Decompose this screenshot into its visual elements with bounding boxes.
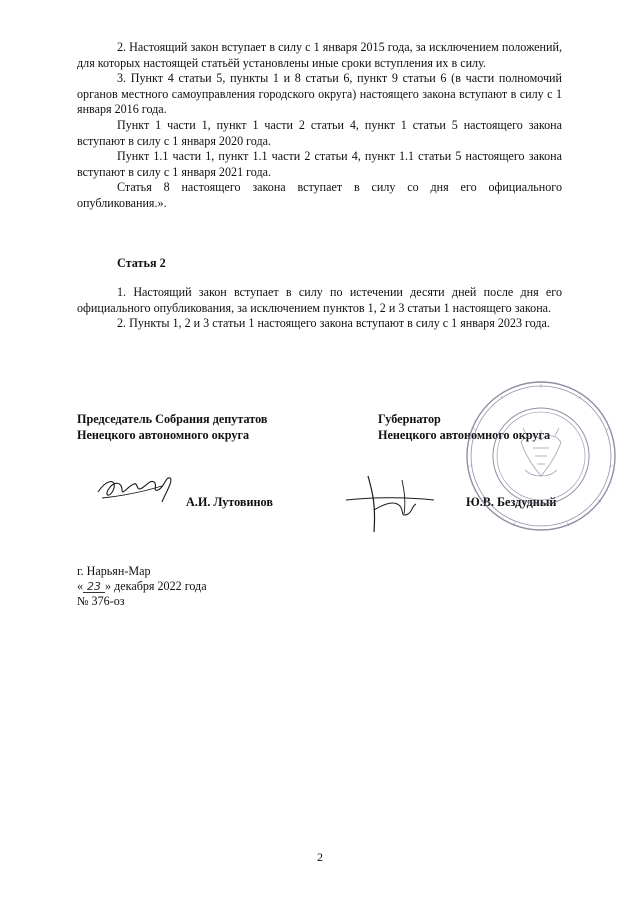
article-2-heading: Статья 2: [117, 256, 166, 270]
left-title-line2: Ненецкого автономного округа: [77, 428, 250, 442]
paragraph: Статья 8 настоящего закона вступает в силу со дня его официального опубликования.».: [77, 180, 562, 210]
date-day-handwritten: 23: [83, 579, 105, 594]
document-footer: [77, 564, 207, 610]
paragraph: 1. Настоящий закон вступает в силу по истечении десяти дней после дня его официального опубликования, за исключением пунктов 1, 2 и 3 статьи 1 настоящего закона.: [77, 285, 562, 315]
law-number: № 376-оз: [77, 594, 125, 609]
official-seal: [463, 378, 619, 534]
right-title-line2: Ненецкого автономного округа: [378, 428, 551, 442]
article-2-body: [77, 285, 562, 332]
left-handwritten-signature: [92, 462, 180, 510]
right-title-line1: Губернатор: [378, 412, 441, 426]
date-line: [77, 579, 207, 594]
paragraph: Пункт 1.1 части 1, пункт 1.1 части 2 статьи 4, пункт 1.1 статьи 5 настоящего закона вступают в силу с 1 января 2021 года.: [77, 149, 562, 179]
paragraph: 2. Настоящий закон вступает в силу с 1 января 2015 года, за исключением положений, для которых настоящей статьёй установлены иные сроки вступления их в силу.: [77, 40, 562, 70]
paragraph: Пункт 1 части 1, пункт 1 части 2 статьи 4, пункт 1 статьи 5 настоящего закона вступают в силу с 1 января 2020 года.: [77, 117, 562, 148]
right-signatory-name: Ю.В. Бездудный: [466, 495, 557, 509]
left-signatory-name: А.И. Лутовинов: [186, 495, 273, 509]
left-title-line1: Председатель Собрания депутатов: [77, 412, 268, 426]
page-number: 2: [317, 850, 323, 864]
date-rest: » декабря 2022 года: [105, 579, 207, 594]
paragraph: 2. Пункты 1, 2 и 3 статьи 1 настоящего закона вступают в силу с 1 января 2023 года.: [117, 316, 550, 331]
right-handwritten-signature: [338, 470, 438, 538]
date-open-quote: «: [77, 579, 84, 594]
article-1-tail: [77, 40, 562, 212]
city: г. Нарьян-Мар: [77, 564, 151, 578]
paragraph: 3. Пункт 4 статьи 5, пункты 1 и 8 статьи 6, пункт 9 статьи 6 (в части полномочий органов местного самоуправления городского округа) настоящего закона вступают в силу с 1 января 2016 года.: [77, 71, 562, 117]
left-signatory-title: [77, 411, 268, 443]
